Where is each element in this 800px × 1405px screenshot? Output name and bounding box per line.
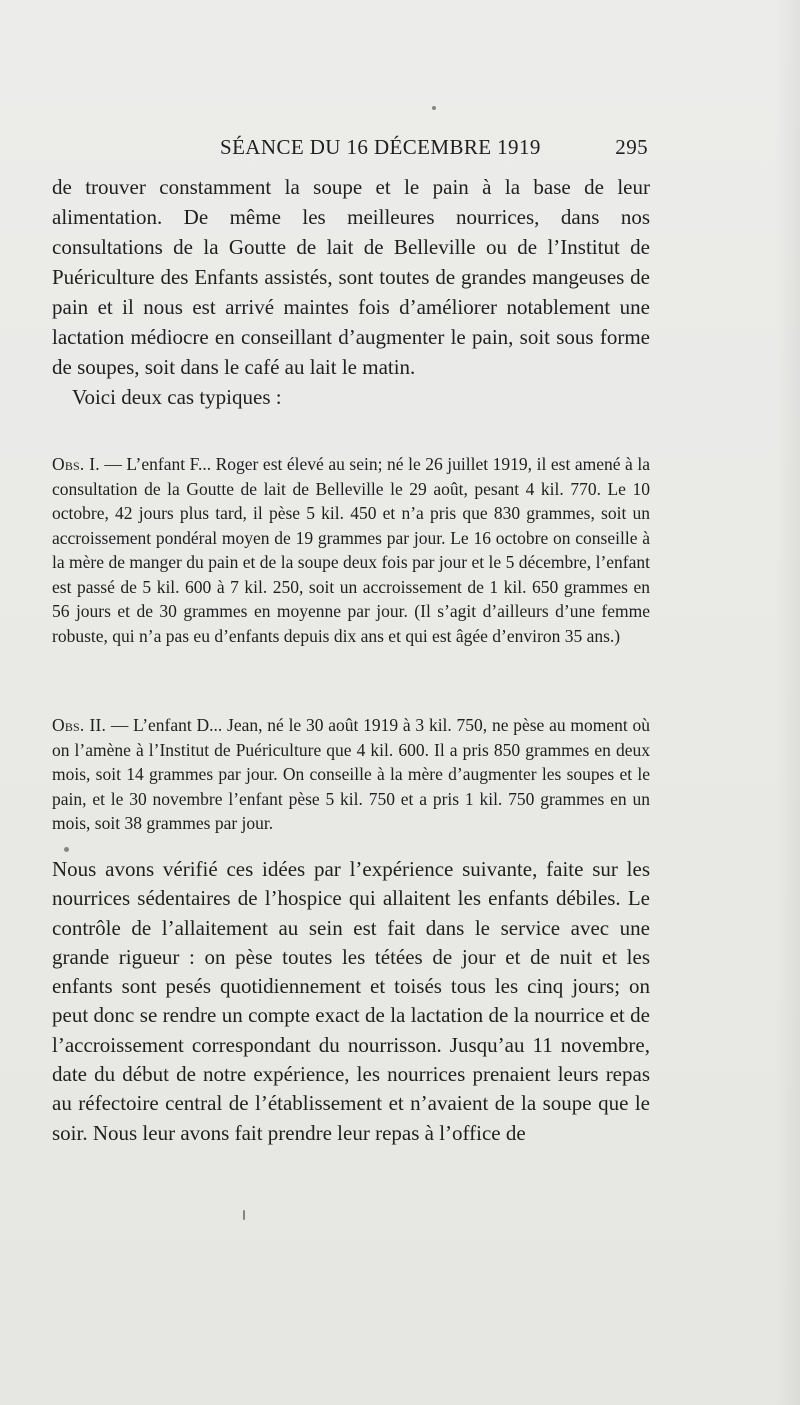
experiment-paragraph: Nous avons vérifié ces idées par l’expérience suivante, faite sur les nourrices sédentaires de l’hospice qui allaitent les enfants débiles. Le contrôle de l’allaitement au sein est fait dans le service avec une grande rigueur : on pèse toutes les tétées de jour et de nuit et les enfants sont pesés quotidiennement et toisés tous les cinq jours; on peut donc se rendre un compte exact de la lactation de la nourrice et de l’accroissement correspondant du nourrisson. Jusqu’au 11 novembre, date du début de notre expérience, les nourrices prenaient leurs repas au réfectoire central de l’établissement et n’avaient de la soupe que le soir. Nous leur avons fait prendre leur repas à l’office de bbox=[52, 857, 650, 1145]
page-shadow bbox=[776, 0, 800, 1405]
print-speck bbox=[432, 106, 436, 110]
observation-paragraph bbox=[52, 452, 650, 648]
page-number: 295 bbox=[615, 135, 648, 159]
print-mark bbox=[243, 1210, 245, 1220]
observation-text: — L’enfant F... Roger est élevé au sein; né le 26 juillet 1919, il est amené à la consultation de la Goutte de lait de Belleville le 29 août, pesant 4 kil. 770. Le 10 octobre, 42 jours plus tard, il pèse 5 kil. 450 et n’a pris que 830 grammes, soit un accroissement pondéral moyen de 19 grammes par jour. Le 16 octobre on conseille à la mère de manger du pain et de la soupe deux fois par jour et le 5 décembre, l’enfant est passé de 5 kil. 600 à 7 kil. 250, soit un accroissement de 1 kil. 650 grammes en 56 jours et de 30 grammes en moyenne par jour. (Il s’agit d’ailleurs d’une femme robuste, qui n’a pas eu d’enfants depuis dix ans et qui est âgée d’environ 35 ans.) bbox=[52, 454, 651, 646]
observation-1 bbox=[52, 452, 650, 648]
observation-paragraph bbox=[52, 713, 650, 836]
print-speck bbox=[64, 847, 69, 852]
observation-2 bbox=[52, 713, 650, 836]
main-paragraph: de trouver constamment la soupe et le pain à la base de leur alimentation. De même les meilleures nourrices, dans nos consultations de la Goutte de lait de Belleville ou de l’Institut de Puériculture des Enfants assistés, sont toutes de grandes mangeuses de pain et il nous est arrivé maintes fois d’améliorer notablement une lactation médiocre en conseillant d’augmenter le pain, soit sous forme de soupes, soit dans le café au lait le matin. bbox=[52, 175, 650, 379]
cases-intro: Voici deux cas typiques : bbox=[72, 385, 282, 409]
session-title: SÉANCE DU 16 DÉCEMBRE 1919 bbox=[220, 135, 541, 159]
observation-text: — L’enfant D... Jean, né le 30 août 1919 à 3 kil. 750, ne pèse au moment où on l’amène à l’Institut de Puériculture que 4 kil. 600. Il a pris 850 grammes en deux mois, soit 14 grammes par jour. On conseille à la mère d’augmenter les soupes et le pain, et le 30 novembre l’enfant pèse 5 kil. 750 et a pris 1 kil. 750 grammes en un mois, soit 38 grammes par jour. bbox=[52, 715, 650, 833]
observation-label: Obs. I. bbox=[52, 454, 100, 474]
page-header bbox=[52, 135, 648, 163]
final-text bbox=[52, 855, 650, 1148]
main-text bbox=[52, 172, 650, 412]
observation-label: Obs. II. bbox=[52, 715, 107, 735]
